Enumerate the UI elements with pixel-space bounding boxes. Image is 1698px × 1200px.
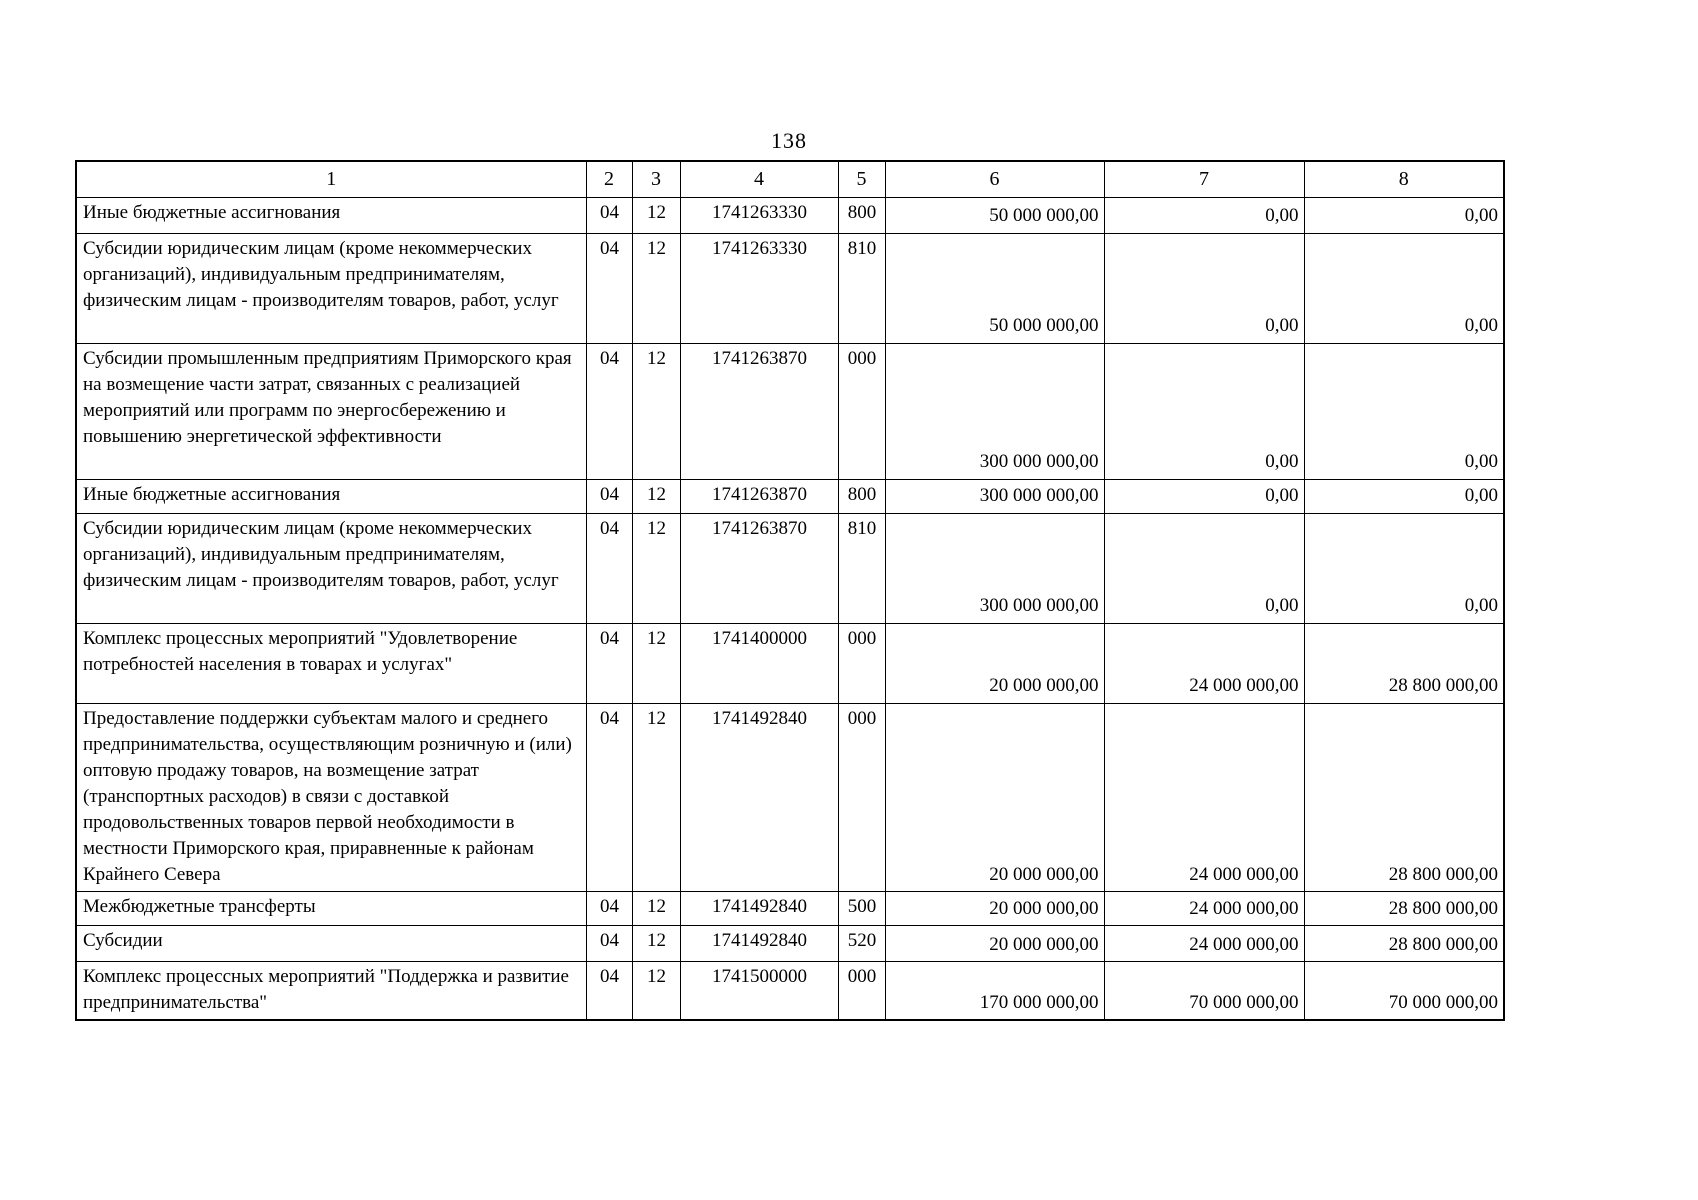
row-value-cell: 12 xyxy=(632,233,680,343)
table-row xyxy=(76,513,1504,623)
page-number: 138 xyxy=(771,128,807,153)
table-header-row xyxy=(76,161,1504,197)
row-value-cell: 12 xyxy=(632,343,680,479)
table-row xyxy=(76,891,1504,925)
row-value-cell: 000 xyxy=(838,961,885,1020)
header-cell-3: 3 xyxy=(632,161,680,197)
header-cell-4: 4 xyxy=(680,161,838,197)
row-title-cell: Комплекс процессных мероприятий "Удовлетворение потребностей населения в товарах и услугах" xyxy=(76,623,586,703)
row-title-cell: Субсидии промышленным предприятиям Приморского края на возмещение части затрат, связанных с реализацией мероприятий или программ по энергосбережению и повышению энергетической эффективности xyxy=(76,343,586,479)
row-value-cell: 170 000 000,00 xyxy=(885,961,1104,1020)
table-row xyxy=(76,479,1504,513)
row-value-cell: 12 xyxy=(632,925,680,961)
row-value-cell: 24 000 000,00 xyxy=(1104,703,1304,891)
row-value-cell: 0,00 xyxy=(1104,233,1304,343)
row-value-cell: 810 xyxy=(838,233,885,343)
row-value-cell: 1741400000 xyxy=(680,623,838,703)
row-value-cell: 0,00 xyxy=(1304,513,1504,623)
row-value-cell: 04 xyxy=(586,623,632,703)
row-title-cell: Комплекс процессных мероприятий "Поддержка и развитие предпринимательства" xyxy=(76,961,586,1020)
row-value-cell: 1741263870 xyxy=(680,343,838,479)
header-cell-7: 7 xyxy=(1104,161,1304,197)
row-value-cell: 20 000 000,00 xyxy=(885,703,1104,891)
row-value-cell: 12 xyxy=(632,513,680,623)
row-value-cell: 1741263870 xyxy=(680,479,838,513)
row-value-cell: 0,00 xyxy=(1104,479,1304,513)
row-value-cell: 800 xyxy=(838,479,885,513)
row-value-cell: 1741263330 xyxy=(680,197,838,233)
header-cell-8: 8 xyxy=(1304,161,1504,197)
row-value-cell: 0,00 xyxy=(1304,343,1504,479)
row-value-cell: 1741500000 xyxy=(680,961,838,1020)
table-row xyxy=(76,623,1504,703)
row-value-cell: 28 800 000,00 xyxy=(1304,703,1504,891)
row-value-cell: 1741492840 xyxy=(680,891,838,925)
row-value-cell: 300 000 000,00 xyxy=(885,513,1104,623)
row-value-cell: 04 xyxy=(586,233,632,343)
row-title-cell: Субсидии юридическим лицам (кроме некоммерческих организаций), индивидуальным предпринимателям, физическим лицам - производителям товаров, работ, услуг xyxy=(76,513,586,623)
row-value-cell: 12 xyxy=(632,479,680,513)
row-value-cell: 500 xyxy=(838,891,885,925)
row-title-cell: Межбюджетные трансферты xyxy=(76,891,586,925)
header-cell-6: 6 xyxy=(885,161,1104,197)
row-value-cell: 28 800 000,00 xyxy=(1304,623,1504,703)
row-value-cell: 20 000 000,00 xyxy=(885,891,1104,925)
row-title-cell: Субсидии юридическим лицам (кроме некоммерческих организаций), индивидуальным предпринимателям, физическим лицам - производителям товаров, работ, услуг xyxy=(76,233,586,343)
table-row xyxy=(76,925,1504,961)
row-value-cell: 28 800 000,00 xyxy=(1304,925,1504,961)
row-value-cell: 04 xyxy=(586,343,632,479)
row-value-cell: 04 xyxy=(586,925,632,961)
row-value-cell: 04 xyxy=(586,891,632,925)
row-value-cell: 20 000 000,00 xyxy=(885,623,1104,703)
row-value-cell: 28 800 000,00 xyxy=(1304,891,1504,925)
header-cell-2: 2 xyxy=(586,161,632,197)
row-value-cell: 70 000 000,00 xyxy=(1304,961,1504,1020)
table-row xyxy=(76,343,1504,479)
row-value-cell: 0,00 xyxy=(1304,479,1504,513)
row-value-cell: 1741492840 xyxy=(680,925,838,961)
row-value-cell: 12 xyxy=(632,703,680,891)
row-value-cell: 0,00 xyxy=(1104,197,1304,233)
row-value-cell: 04 xyxy=(586,513,632,623)
row-value-cell: 1741492840 xyxy=(680,703,838,891)
row-value-cell: 0,00 xyxy=(1104,513,1304,623)
row-value-cell: 70 000 000,00 xyxy=(1104,961,1304,1020)
row-value-cell: 12 xyxy=(632,623,680,703)
row-value-cell: 20 000 000,00 xyxy=(885,925,1104,961)
row-value-cell: 12 xyxy=(632,197,680,233)
row-value-cell: 12 xyxy=(632,961,680,1020)
table-row xyxy=(76,197,1504,233)
table-row xyxy=(76,233,1504,343)
header-cell-5: 5 xyxy=(838,161,885,197)
row-value-cell: 810 xyxy=(838,513,885,623)
row-value-cell: 000 xyxy=(838,703,885,891)
row-value-cell: 24 000 000,00 xyxy=(1104,925,1304,961)
row-value-cell: 0,00 xyxy=(1304,233,1504,343)
row-value-cell: 000 xyxy=(838,343,885,479)
row-value-cell: 1741263870 xyxy=(680,513,838,623)
row-value-cell: 04 xyxy=(586,197,632,233)
table-row xyxy=(76,703,1504,891)
row-value-cell: 000 xyxy=(838,623,885,703)
row-title-cell: Иные бюджетные ассигнования xyxy=(76,479,586,513)
row-value-cell: 0,00 xyxy=(1104,343,1304,479)
header-cell-1: 1 xyxy=(76,161,586,197)
row-value-cell: 24 000 000,00 xyxy=(1104,891,1304,925)
row-value-cell: 04 xyxy=(586,479,632,513)
row-value-cell: 04 xyxy=(586,703,632,891)
row-value-cell: 1741263330 xyxy=(680,233,838,343)
row-title-cell: Иные бюджетные ассигнования xyxy=(76,197,586,233)
row-value-cell: 50 000 000,00 xyxy=(885,233,1104,343)
row-value-cell: 50 000 000,00 xyxy=(885,197,1104,233)
budget-table xyxy=(75,160,1505,1021)
row-title-cell: Субсидии xyxy=(76,925,586,961)
row-value-cell: 12 xyxy=(632,891,680,925)
row-title-cell: Предоставление поддержки субъектам малого и среднего предпринимательства, осуществляющим розничную и (или) оптовую продажу товаров, на возмещение затрат (транспортных расходов) в связи с доставкой продовольственных товаров первой необходимости в местности Приморского края, приравненные к районам Крайнего Севера xyxy=(76,703,586,891)
row-value-cell: 800 xyxy=(838,197,885,233)
row-value-cell: 0,00 xyxy=(1304,197,1504,233)
row-value-cell: 300 000 000,00 xyxy=(885,343,1104,479)
row-value-cell: 24 000 000,00 xyxy=(1104,623,1304,703)
row-value-cell: 300 000 000,00 xyxy=(885,479,1104,513)
row-value-cell: 04 xyxy=(586,961,632,1020)
row-value-cell: 520 xyxy=(838,925,885,961)
table-row xyxy=(76,961,1504,1020)
